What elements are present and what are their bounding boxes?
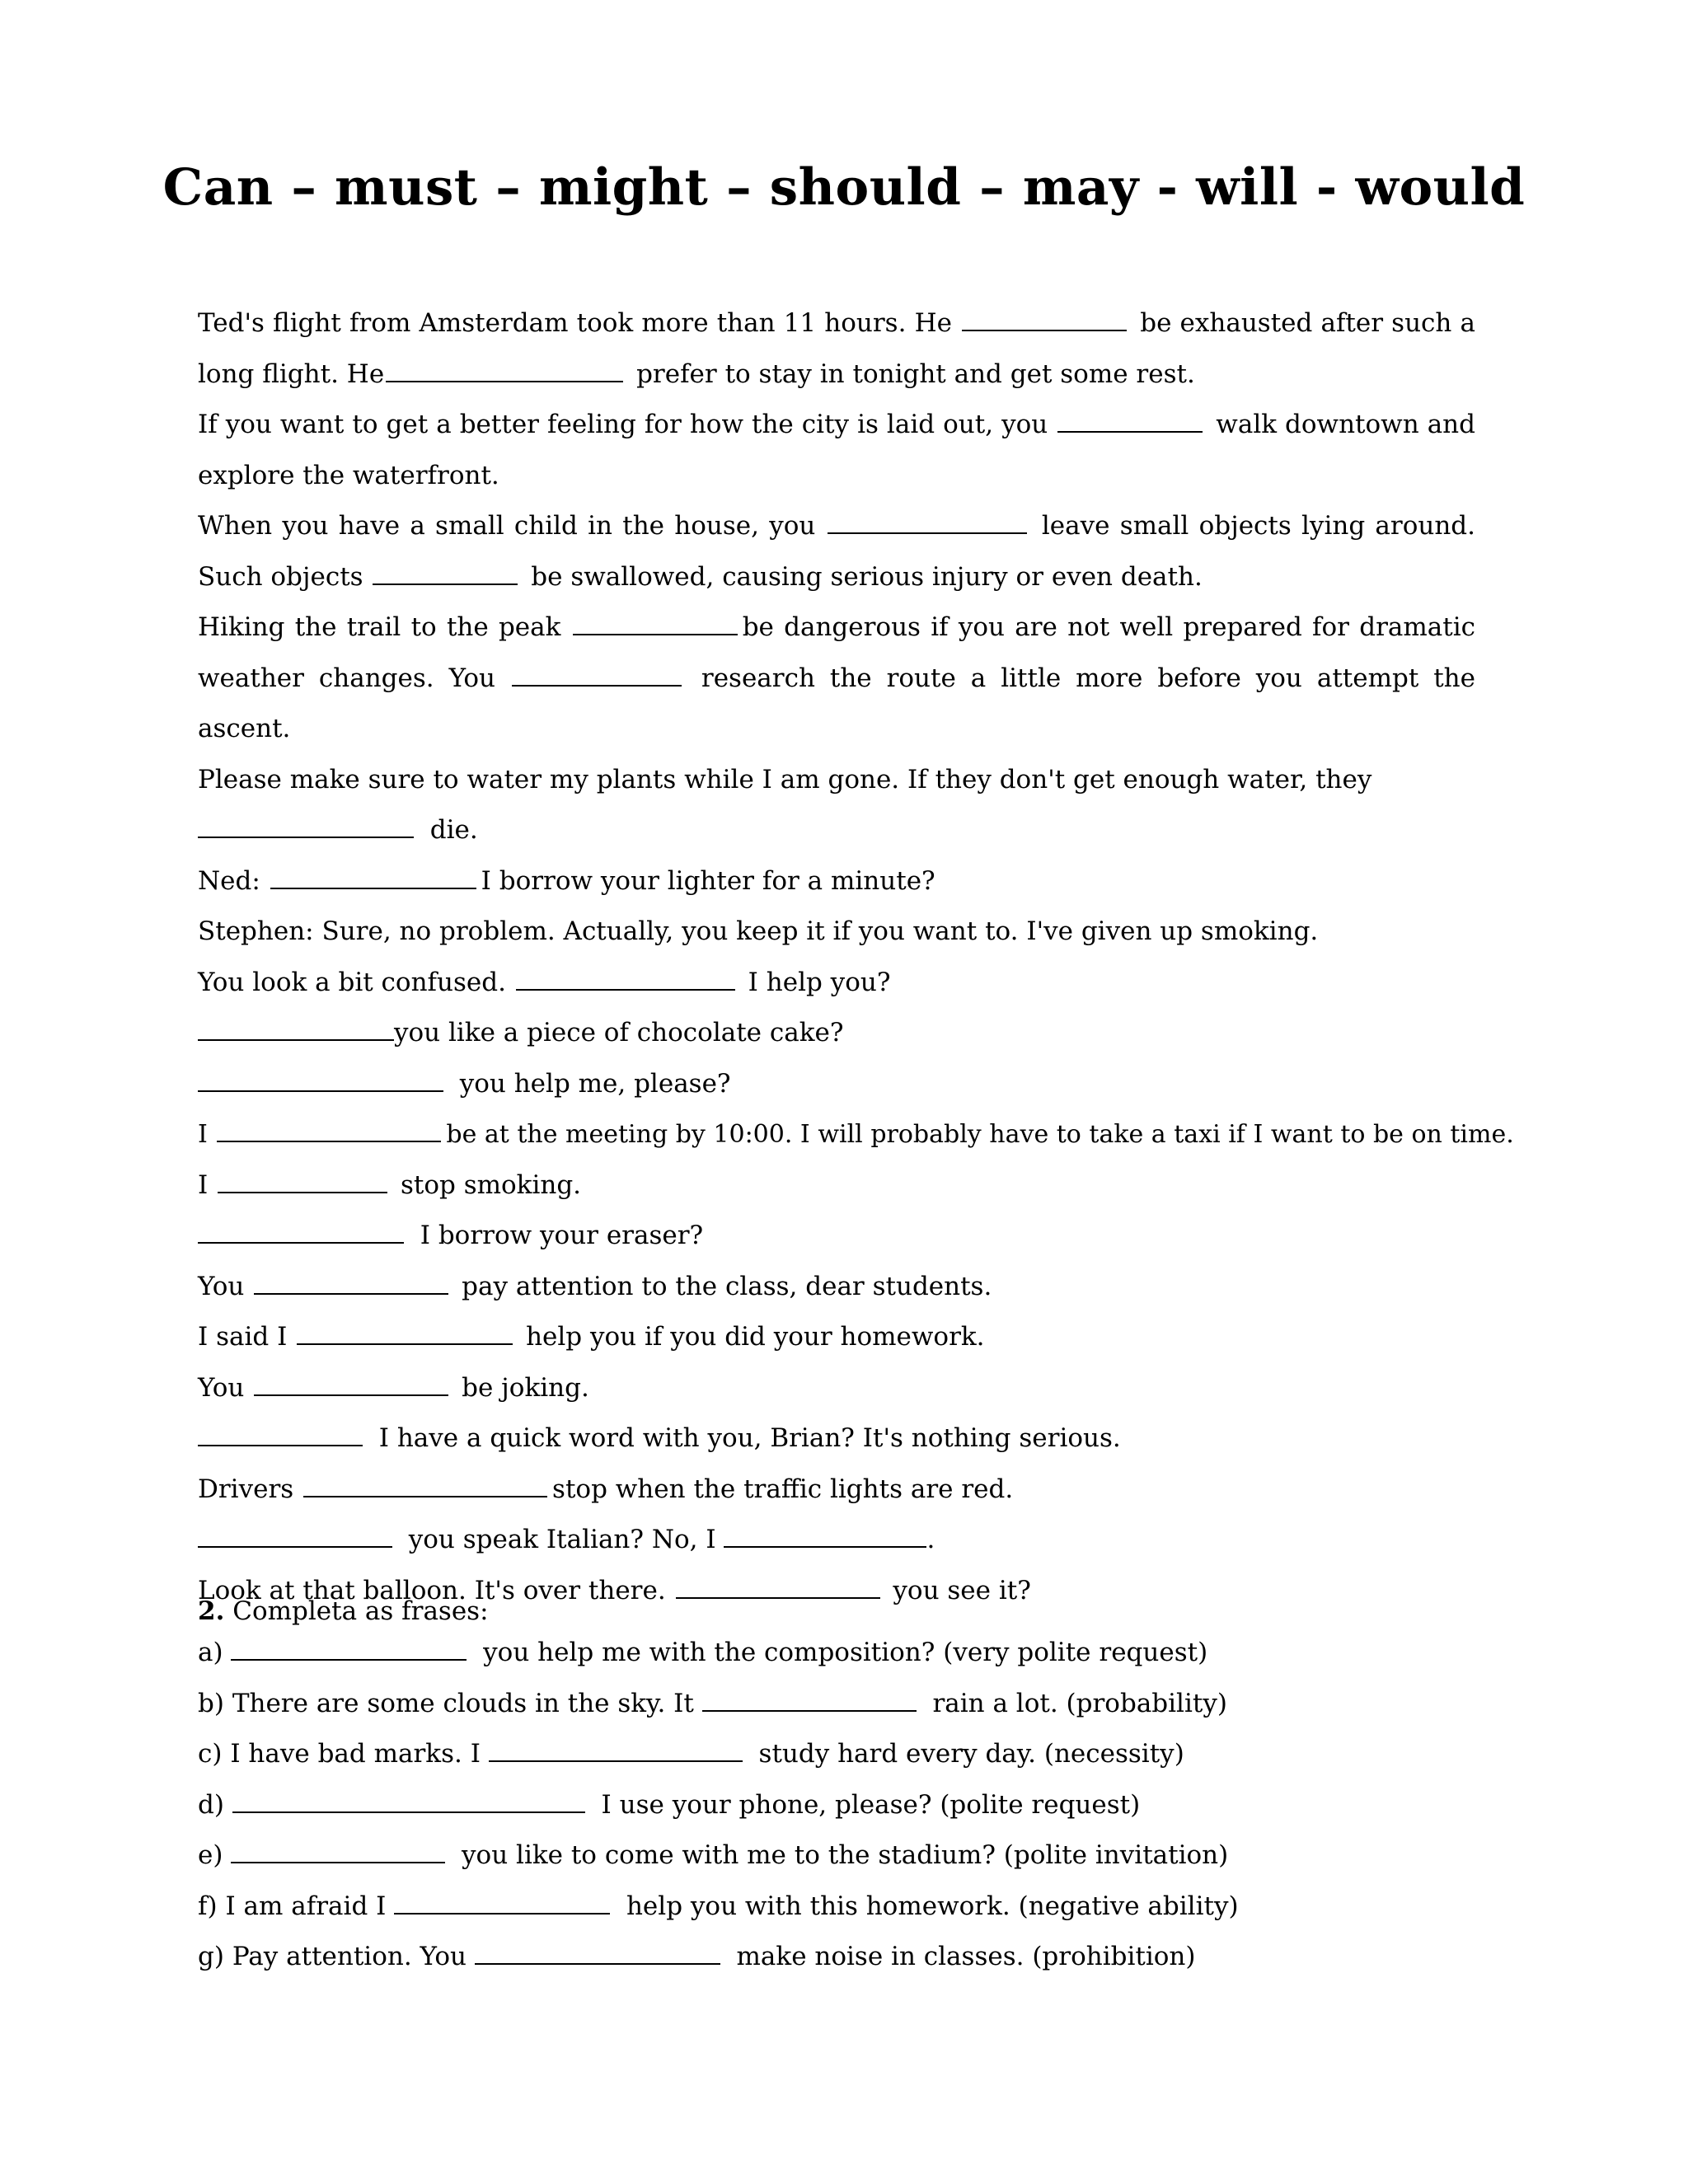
answer-blank[interactable]	[231, 1658, 467, 1661]
exercise-2-heading	[198, 1595, 1475, 1628]
exercise-1	[198, 298, 1514, 1616]
item-text: rain a lot. (probability)	[932, 1688, 1227, 1718]
sentence-text: I	[198, 1169, 209, 1200]
answer-blank[interactable]	[254, 1292, 448, 1295]
item-text: make noise in classes. (prohibition)	[736, 1942, 1196, 1971]
sentence-text: Stephen: Sure, no problem. Actually, you keep it if you want to. I've given up smoking.	[198, 916, 1319, 946]
item-text: I am afraid I	[225, 1891, 387, 1921]
exercise-2-item-g	[198, 1932, 1475, 1983]
sentence-text: Ned:	[198, 865, 260, 896]
sentence-text: If you want to get a better feeling for how the city is laid out, you	[198, 410, 1048, 439]
sentence-text: pay attention to the class, dear students.	[462, 1271, 992, 1301]
sentence-6	[198, 856, 1475, 907]
item-letter: g)	[198, 1942, 224, 1971]
answer-blank[interactable]	[198, 1038, 394, 1041]
sentence-11	[198, 1109, 1514, 1160]
sentence-13	[198, 1211, 1475, 1262]
sentence-text: be at the meeting by 10:00. I will probably have to take a taxi if I want to be on time.	[446, 1120, 1514, 1149]
sentence-17	[198, 1413, 1475, 1465]
sentence-text: I help you?	[748, 967, 891, 997]
sentence-text: die.	[429, 815, 478, 845]
sentence-text: be joking.	[462, 1372, 589, 1403]
sentence-text: prefer to stay in tonight and get some rest.	[636, 359, 1195, 389]
sentence-text: You	[198, 1372, 245, 1403]
sentence-text: Hiking the trail to the peak	[198, 612, 561, 642]
item-text: Pay attention. You	[232, 1942, 467, 1971]
sentence-text: be swallowed, causing serious injury or even death.	[531, 561, 1203, 592]
sentence-15	[198, 1312, 1475, 1363]
sentence-7	[198, 907, 1475, 958]
answer-blank[interactable]	[297, 1343, 513, 1345]
sentence-text: I	[198, 1120, 208, 1149]
sentence-3	[198, 501, 1475, 602]
answer-blank[interactable]	[231, 1861, 445, 1863]
sentence-10	[198, 1059, 1475, 1110]
sentence-16	[198, 1363, 1475, 1414]
exercise-2-item-e	[198, 1830, 1475, 1882]
sentence-1	[198, 298, 1475, 400]
sentence-text: stop smoking.	[400, 1169, 582, 1200]
sentence-text: I said I	[198, 1322, 288, 1352]
sentence-text: You	[198, 1271, 245, 1301]
answer-blank[interactable]	[218, 1191, 387, 1193]
exercise-2-item-b	[198, 1679, 1475, 1730]
answer-blank[interactable]	[373, 583, 518, 585]
sentence-text: research the route a little more before you attempt the ascent.	[198, 663, 1475, 743]
sentence-text: I borrow your lighter for a minute?	[481, 865, 935, 896]
sentence-text: be exhausted after such a long flight. He	[198, 308, 1475, 389]
answer-blank[interactable]	[270, 887, 476, 889]
exercise-instructions: Completa as frases:	[232, 1596, 489, 1626]
item-text: you like to come with me to the stadium? (polite invitation)	[462, 1840, 1229, 1870]
answer-blank[interactable]	[724, 1545, 926, 1548]
answer-blank[interactable]	[217, 1140, 441, 1142]
item-text: study hard every day. (necessity)	[758, 1739, 1184, 1769]
sentence-text: leave small objects lying around. Such objects	[198, 511, 1476, 592]
answer-blank[interactable]	[254, 1394, 448, 1396]
sentence-text: help you if you did your homework.	[526, 1322, 985, 1352]
worksheet-title: Can – must – might – should – may - will - would	[162, 158, 1526, 217]
answer-blank[interactable]	[198, 1444, 363, 1446]
sentence-14	[198, 1262, 1475, 1313]
exercise-2-item-d	[198, 1780, 1475, 1831]
item-text: There are some clouds in the sky. It	[232, 1688, 694, 1718]
sentence-text: you help me, please?	[459, 1068, 731, 1099]
sentence-text: Look at that balloon. It's over there.	[198, 1575, 666, 1605]
answer-blank[interactable]	[232, 1811, 585, 1813]
answer-blank[interactable]	[198, 1090, 443, 1092]
item-letter: e)	[198, 1840, 223, 1870]
sentence-text: walk downtown and explore the waterfront.	[198, 410, 1475, 490]
sentence-text: I borrow your eraser?	[420, 1221, 704, 1250]
sentence-9	[198, 1008, 1475, 1059]
answer-blank[interactable]	[394, 1912, 610, 1915]
sentence-19	[198, 1515, 1475, 1566]
item-letter: b)	[198, 1688, 224, 1718]
sentence-text: be dangerous if you are not well prepared for dramatic weather changes. You	[198, 612, 1476, 693]
answer-blank[interactable]	[198, 1545, 392, 1548]
answer-blank[interactable]	[489, 1760, 743, 1762]
item-text: I have bad marks. I	[230, 1739, 481, 1769]
sentence-text: When you have a small child in the house, you	[198, 511, 816, 541]
sentence-text: stop when the traffic lights are red.	[552, 1474, 1014, 1504]
answer-blank[interactable]	[828, 532, 1027, 534]
exercise-2-item-a	[198, 1628, 1475, 1679]
item-letter: d)	[198, 1789, 224, 1820]
answer-blank[interactable]	[198, 1241, 404, 1244]
answer-blank[interactable]	[198, 836, 414, 838]
item-letter: c)	[198, 1739, 223, 1769]
sentence-text: you see it?	[893, 1575, 1031, 1605]
answer-blank[interactable]	[573, 633, 738, 635]
sentence-text: .	[926, 1525, 935, 1554]
item-text: help you with this homework. (negative ability)	[626, 1891, 1239, 1921]
answer-blank[interactable]	[303, 1495, 547, 1497]
answer-blank[interactable]	[516, 988, 735, 991]
answer-blank[interactable]	[702, 1709, 917, 1712]
sentence-text: I have a quick word with you, Brian? It's nothing serious.	[378, 1423, 1121, 1453]
sentence-text: Please make sure to water my plants while I am gone. If they don't get enough water, they	[198, 764, 1372, 794]
sentence-text: you like a piece of chocolate cake?	[394, 1018, 844, 1047]
item-text: you help me with the composition? (very polite request)	[483, 1638, 1208, 1667]
item-letter: a)	[198, 1638, 223, 1667]
exercise-2	[198, 1595, 1475, 1983]
item-text: I use your phone, please? (polite request)	[601, 1789, 1141, 1820]
sentence-5	[198, 755, 1475, 856]
sentence-text: Drivers	[198, 1474, 294, 1504]
sentence-4	[198, 602, 1475, 755]
answer-blank[interactable]	[475, 1962, 720, 1965]
item-letter: f)	[198, 1891, 218, 1921]
sentence-8	[198, 958, 1475, 1009]
answer-blank[interactable]	[512, 684, 682, 687]
exercise-2-item-c	[198, 1729, 1475, 1780]
answer-blank[interactable]	[386, 380, 623, 382]
answer-blank[interactable]	[962, 329, 1127, 331]
sentence-18	[198, 1465, 1475, 1516]
exercise-2-item-f	[198, 1882, 1475, 1933]
sentence-2	[198, 400, 1475, 501]
sentence-text: Ted's flight from Amsterdam took more than 11 hours. He	[198, 308, 952, 338]
sentence-12	[198, 1160, 1475, 1212]
exercise-number: 2.	[198, 1596, 225, 1626]
answer-blank[interactable]	[1057, 430, 1203, 433]
sentence-text: you speak Italian? No, I	[408, 1525, 716, 1554]
sentence-text: You look a bit confused.	[198, 967, 506, 997]
